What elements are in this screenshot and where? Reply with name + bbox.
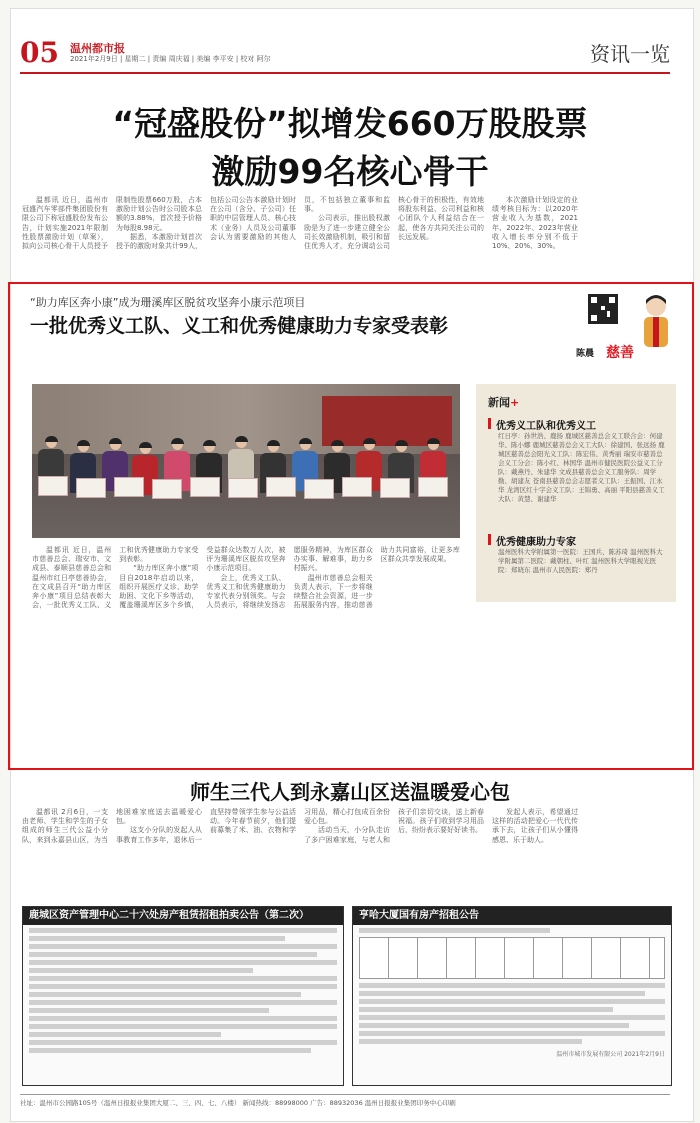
lead-story-body bbox=[22, 196, 672, 278]
feature-title: 一批优秀义工队、义工和优秀健康助力专家受表彰 bbox=[30, 315, 449, 337]
ad-left-title: 鹿城区资产管理中心二十六处房产租赁招租拍卖公告（第二次） bbox=[23, 907, 343, 925]
sidebar-accent-bar bbox=[488, 534, 491, 545]
second-story-headline: 师生三代人到永嘉山区送温暖爱心包 bbox=[190, 780, 510, 804]
lead-headline-line1: “冠盛股份”拟增发660万股股票 bbox=[112, 104, 588, 143]
ad-right-signoff: 温州市城市发展有限公司 2021年2月9日 bbox=[556, 1051, 665, 1058]
sidebar-heading bbox=[488, 394, 519, 410]
lead-headline-line2: 激励99名核心骨干 bbox=[211, 152, 489, 191]
edition-name: 温州都市报 bbox=[70, 42, 125, 55]
paragraph: 据悉，本激励计划首次授予的激励对象共计99人，包括公司公告本激励计划时在公司（含分、子公司）任职的中层管理人员、核心技术（业务）人员及公司董事会认为需要激励的其他人员，不包括独立董事和监事。 bbox=[116, 196, 390, 251]
paragraph: 温州市慈善总会相关负责人表示，下一步将继续整合社会资源，进一步拓展服务内容，推动慈善助力共同富裕，让更多库区群众共享发展成果。 bbox=[293, 546, 460, 610]
ad-property-lease-notice bbox=[352, 906, 672, 1086]
masthead-rule bbox=[20, 72, 670, 74]
feature-box bbox=[8, 282, 694, 770]
paragraph: 本次激励计划设定的业绩考核目标为：以2020年营业收入为基数，2021年、2022年、2023年营业收入增长率分别不低于10%、20%、30%。 bbox=[492, 196, 578, 251]
feature-body bbox=[32, 546, 460, 758]
paragraph: 活动当天，小分队走访了多户困难家庭，与老人和孩子们亲切交谈，送上新春祝福。孩子们收到学习用品后，纷纷表示要好好读书。 bbox=[304, 808, 484, 844]
ad-right-title: 亨哈大厦国有房产招租公告 bbox=[353, 907, 671, 925]
sidebar-subheading-volunteers: 优秀义工队和优秀义工 bbox=[496, 421, 596, 432]
section-title: 资讯一览 bbox=[590, 42, 670, 66]
ad-lease-auction-notice bbox=[22, 906, 344, 1086]
sidebar-subheading-experts: 优秀健康助力专家 bbox=[496, 537, 576, 548]
mascot-accent: 慈善 bbox=[606, 345, 634, 361]
second-story-body bbox=[22, 808, 672, 898]
feature-kicker: “助力库区奔小康”成为珊溪库区脱贫攻坚奔小康示范项目 bbox=[30, 296, 306, 309]
paragraph: 温都讯 近日，温州市冠盛汽车零部件集团股份有限公司下称冠盛股份发布公告，计划实施2021年限制性股票激励计划（草案），拟向公司核心骨干人员授予限制性股票660万股，占本激励计划公告时公司股本总额的3.88%，首次授予价格为每股8.98元。 bbox=[22, 196, 202, 251]
paragraph: 这支小分队的发起人从事教育工作多年，退休后一直坚持带领学生参与公益活动。今年春节前夕，他们提前募集了米、油、衣物和学习用品，精心打包成百余份爱心包。 bbox=[116, 808, 390, 844]
sidebar-expert-list: 温州医科大学附属第一医院：王国兵、陈苏琦 温州医科大学附属第二医院：戴朝柱、叶红 温州医科大学眼视光医院：郑晓东 温州市人民医院：郑丹 bbox=[498, 548, 663, 574]
paragraph: 发起人表示，希望通过这样的活动把爱心一代代传承下去，让孩子们从小懂得感恩、乐于助人。 bbox=[492, 808, 578, 844]
qr-code bbox=[588, 294, 618, 324]
dateline: 2021年2月9日 | 星期二 | 责编 周庆福 | 美编 李平安 | 校对 阿尔 bbox=[70, 55, 271, 63]
page-number: 05 bbox=[20, 36, 59, 69]
award-group-photo bbox=[32, 384, 460, 538]
page-footer: 社址：温州市公园路105号（温州日报报业集团大厦二、三、四、七、八楼） 新闻热线：88998000 广告：88932036 温州日报报业集团印务中心印刷 bbox=[20, 1094, 670, 1107]
paragraph: 公司表示，推出股权激励是为了进一步建立健全公司长效激励机制，吸引和留住优秀人才，充分调动公司核心骨干的积极性，有效地将股东利益、公司利益和核心团队个人利益结合在一起，使各方共同关注公司的长远发展。 bbox=[304, 196, 484, 251]
sidebar-accent-bar bbox=[488, 418, 491, 429]
paragraph: 会上，优秀义工队、优秀义工和优秀健康助力专家代表分别领奖。与会人员表示，将继续发扬志愿服务精神，为库区群众办实事、解难事，助力乡村振兴。 bbox=[206, 546, 373, 610]
paragraph: 温都讯 近日，温州市慈善总会、瑞安市、文成县、泰顺县慈善总会和温州市红日亭慈善协会，在文成县召开“助力库区奔小康”项目总结表彰大会，一批优秀义工队、义工和优秀健康助力专家受到表彰。 bbox=[32, 546, 199, 610]
honoree-sidebar bbox=[476, 384, 676, 602]
paragraph: 温都讯 2月6日，一支由老师、学生和学生的子女组成的师生三代公益小分队，来到永嘉县山区，为当地困难家庭送去温暖爱心包。 bbox=[22, 808, 202, 844]
paragraph: “助力库区奔小康”项目自2018年启动以来，组织开展医疗义诊、助学助困、文化下乡等活动，覆盖珊溪库区多个乡镇，受益群众达数万人次，被评为珊溪库区脱贫攻坚奔小康示范项目。 bbox=[119, 546, 286, 610]
sidebar-plus: + bbox=[510, 396, 520, 409]
mascot-name: 陈晨 bbox=[576, 349, 595, 359]
sidebar-heading-text: 新闻 bbox=[488, 396, 510, 409]
sidebar-volunteer-list: 红日亭：孙世浩、鹿扬 鹿城区慈善总会义工联合会：何建华、陈小娜 鹿城区慈善总会义工大队：徐建国、张远扬 鹿城区慈善总会阳光义工队：陈宏伟、黄秀丽 瑞安市慈善总会义工分会：陈小红、林国华 温州市健民医院公益义工分队：戴燕丹、朱建华 文成县慈善总会义工服务队：周学勤、胡建友 苍南县慈善总会志愿者义工队：王振国、江永华 龙湾区红十字会义工队：王锦勇、高丽 平阳县慈善义工大队：黄慧、谢建华 bbox=[498, 432, 665, 503]
masthead bbox=[20, 38, 670, 68]
